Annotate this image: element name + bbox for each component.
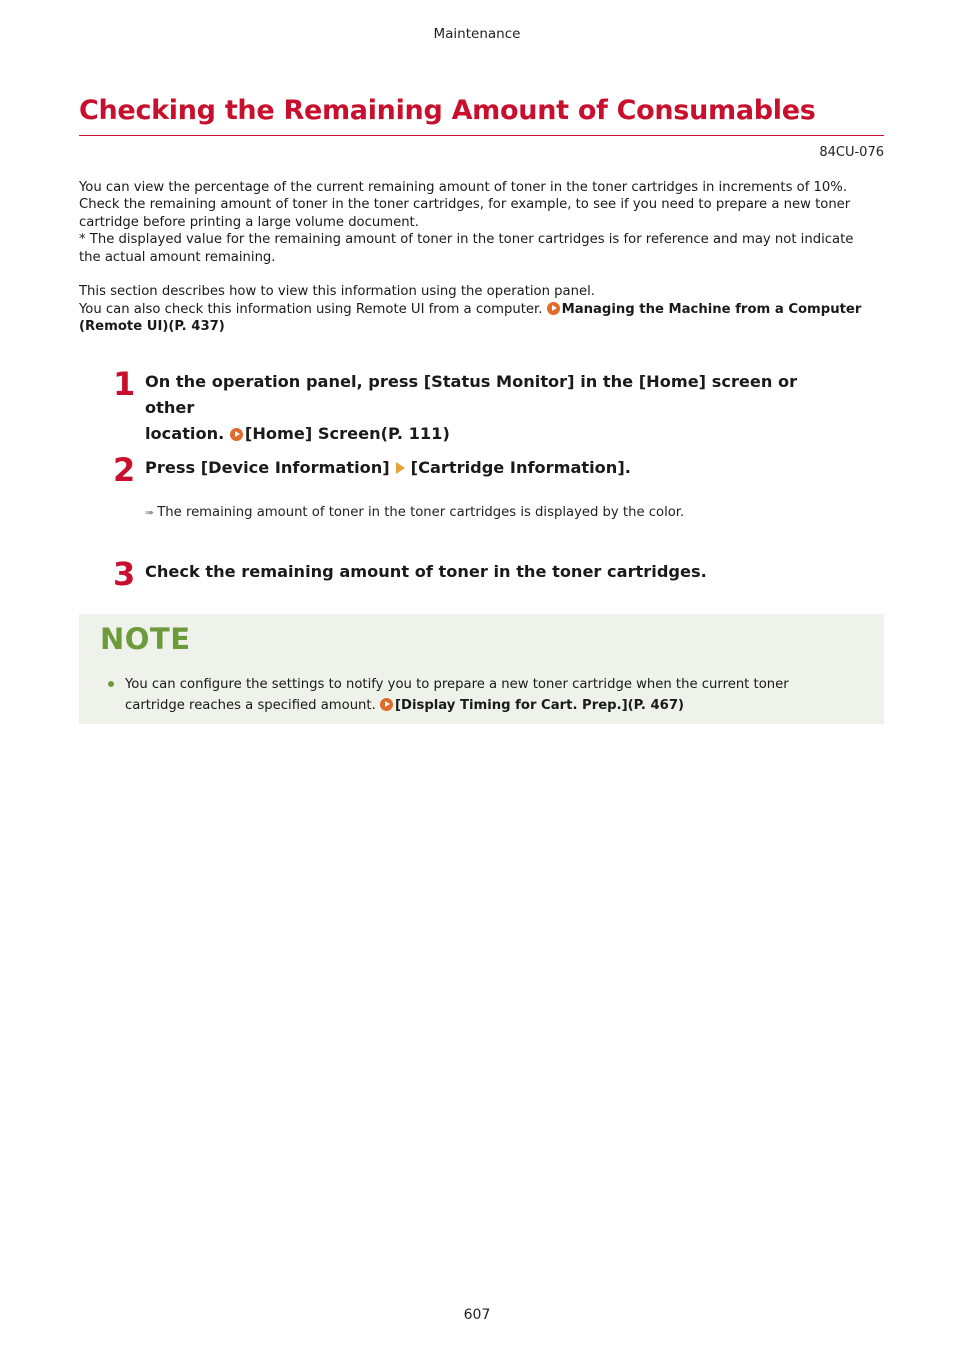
note-line-text: cartridge reaches a specified amount. [125,698,376,713]
note-box [79,614,884,724]
title-underline [79,135,884,136]
intro-line: the actual amount remaining. [79,249,276,265]
link-arrow-icon [547,302,560,315]
step-text-part: [Cartridge Information]. [410,458,631,477]
step-number: 3 [113,555,136,593]
note-line: You can configure the settings to notify you to prepare a new toner cartridge when the current toner [125,677,789,692]
step-text [145,369,845,447]
display-timing-link[interactable] [380,698,684,713]
intro-line: This section describes how to view this information using the operation panel. [79,284,595,300]
step-line-text: location. [145,424,225,443]
link-arrow-icon [380,698,393,711]
step-line [145,421,845,447]
step-number: 1 [113,365,136,403]
page-title: Checking the Remaining Amount of Consumables [79,95,816,126]
bullet-icon [108,681,114,687]
step-line: On the operation panel, press [Status Monitor] in the [Home] screen or other [145,372,798,417]
result-arrow-icon: ➠ [145,506,155,519]
menu-arrow-icon [396,462,405,474]
step-text: Check the remaining amount of toner in the toner cartridges. [145,562,707,581]
intro-line: * The displayed value for the remaining amount of toner in the toner cartridges is for reference and may not indicate [79,232,854,248]
intro-section [79,179,884,336]
step-number: 2 [113,451,136,489]
intro-line: You can view the percentage of the current remaining amount of toner in the toner cartridges in increments of 10%. [79,180,848,195]
display-timing-link-text: [Display Timing for Cart. Prep.](P. 467) [394,698,685,713]
page-number: 607 [463,1307,491,1323]
step-text [145,455,845,481]
document-id: 84CU-076 [819,145,884,160]
link-arrow-icon [230,428,243,441]
intro-line [79,318,884,335]
intro-line-text: You can also check this information using Remote UI from a computer. [79,301,543,317]
paragraph-gap [79,266,884,283]
home-screen-link-text: [Home] Screen(P. 111) [244,424,450,443]
running-header: Maintenance [433,26,521,42]
note-body [125,674,845,716]
remote-ui-link[interactable] [547,302,862,317]
intro-line: cartridge before printing a large volume document. [79,214,419,230]
step-2-result [145,505,684,520]
note-title: NOTE [100,622,191,656]
home-screen-link[interactable] [230,424,450,443]
result-text: The remaining amount of toner in the toner cartridges is displayed by the color. [157,505,685,520]
intro-line: Check the remaining amount of toner in the toner cartridges, for example, to see if you need to prepare a new toner [79,197,851,213]
note-line [125,695,845,716]
step-text-part: Press [Device Information] [145,458,390,477]
intro-line [79,301,884,318]
remote-ui-link-continued[interactable]: (Remote UI)(P. 437) [79,319,225,335]
remote-ui-link-text: Managing the Machine from a Computer [561,301,862,317]
